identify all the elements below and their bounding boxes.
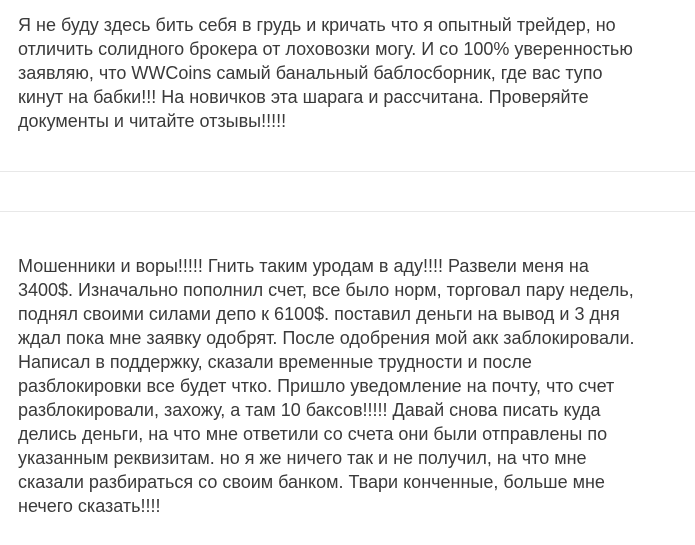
review-text: Мошенники и воры!!!!! Гнить таким уродам в аду!!!! Развели меня на 3400$. Изначально пополнил счет, все было норм, торговал пару недель, поднял своими силами депо к 6100$. поставил деньги на вывод и 3 дня ждал пока мне заявку одобрят. После одобрения мой акк заблокировали. Написал в поддержку, сказали временные трудности и после разблокировки все будет чтко. Пришло уведомление на почту, что счет разблокировали, захожу, а там 10 баксов!!!!! Давай снова писать куда делись деньги, на что мне ответили со счета они были отправлены по указанным реквизитам. но я же ничего так и не получил, на что мне сказали разбираться со своим банком. Твари конченные, больше мне нечего сказать!!!! xyxy=(18,256,635,516)
review-text: Я не буду здесь бить себя в грудь и кричать что я опытный трейдер, но отличить солидного брокера от лоховозки могу. И со 100% уверенностью заявляю, что WWCoins самый банальный баблосборник, где вас тупо кинут на бабки!!! На новичков эта шарага и рассчитана. Проверяйте документы и читайте отзывы!!!!! xyxy=(18,15,633,131)
divider xyxy=(0,211,695,212)
divider xyxy=(0,171,695,172)
